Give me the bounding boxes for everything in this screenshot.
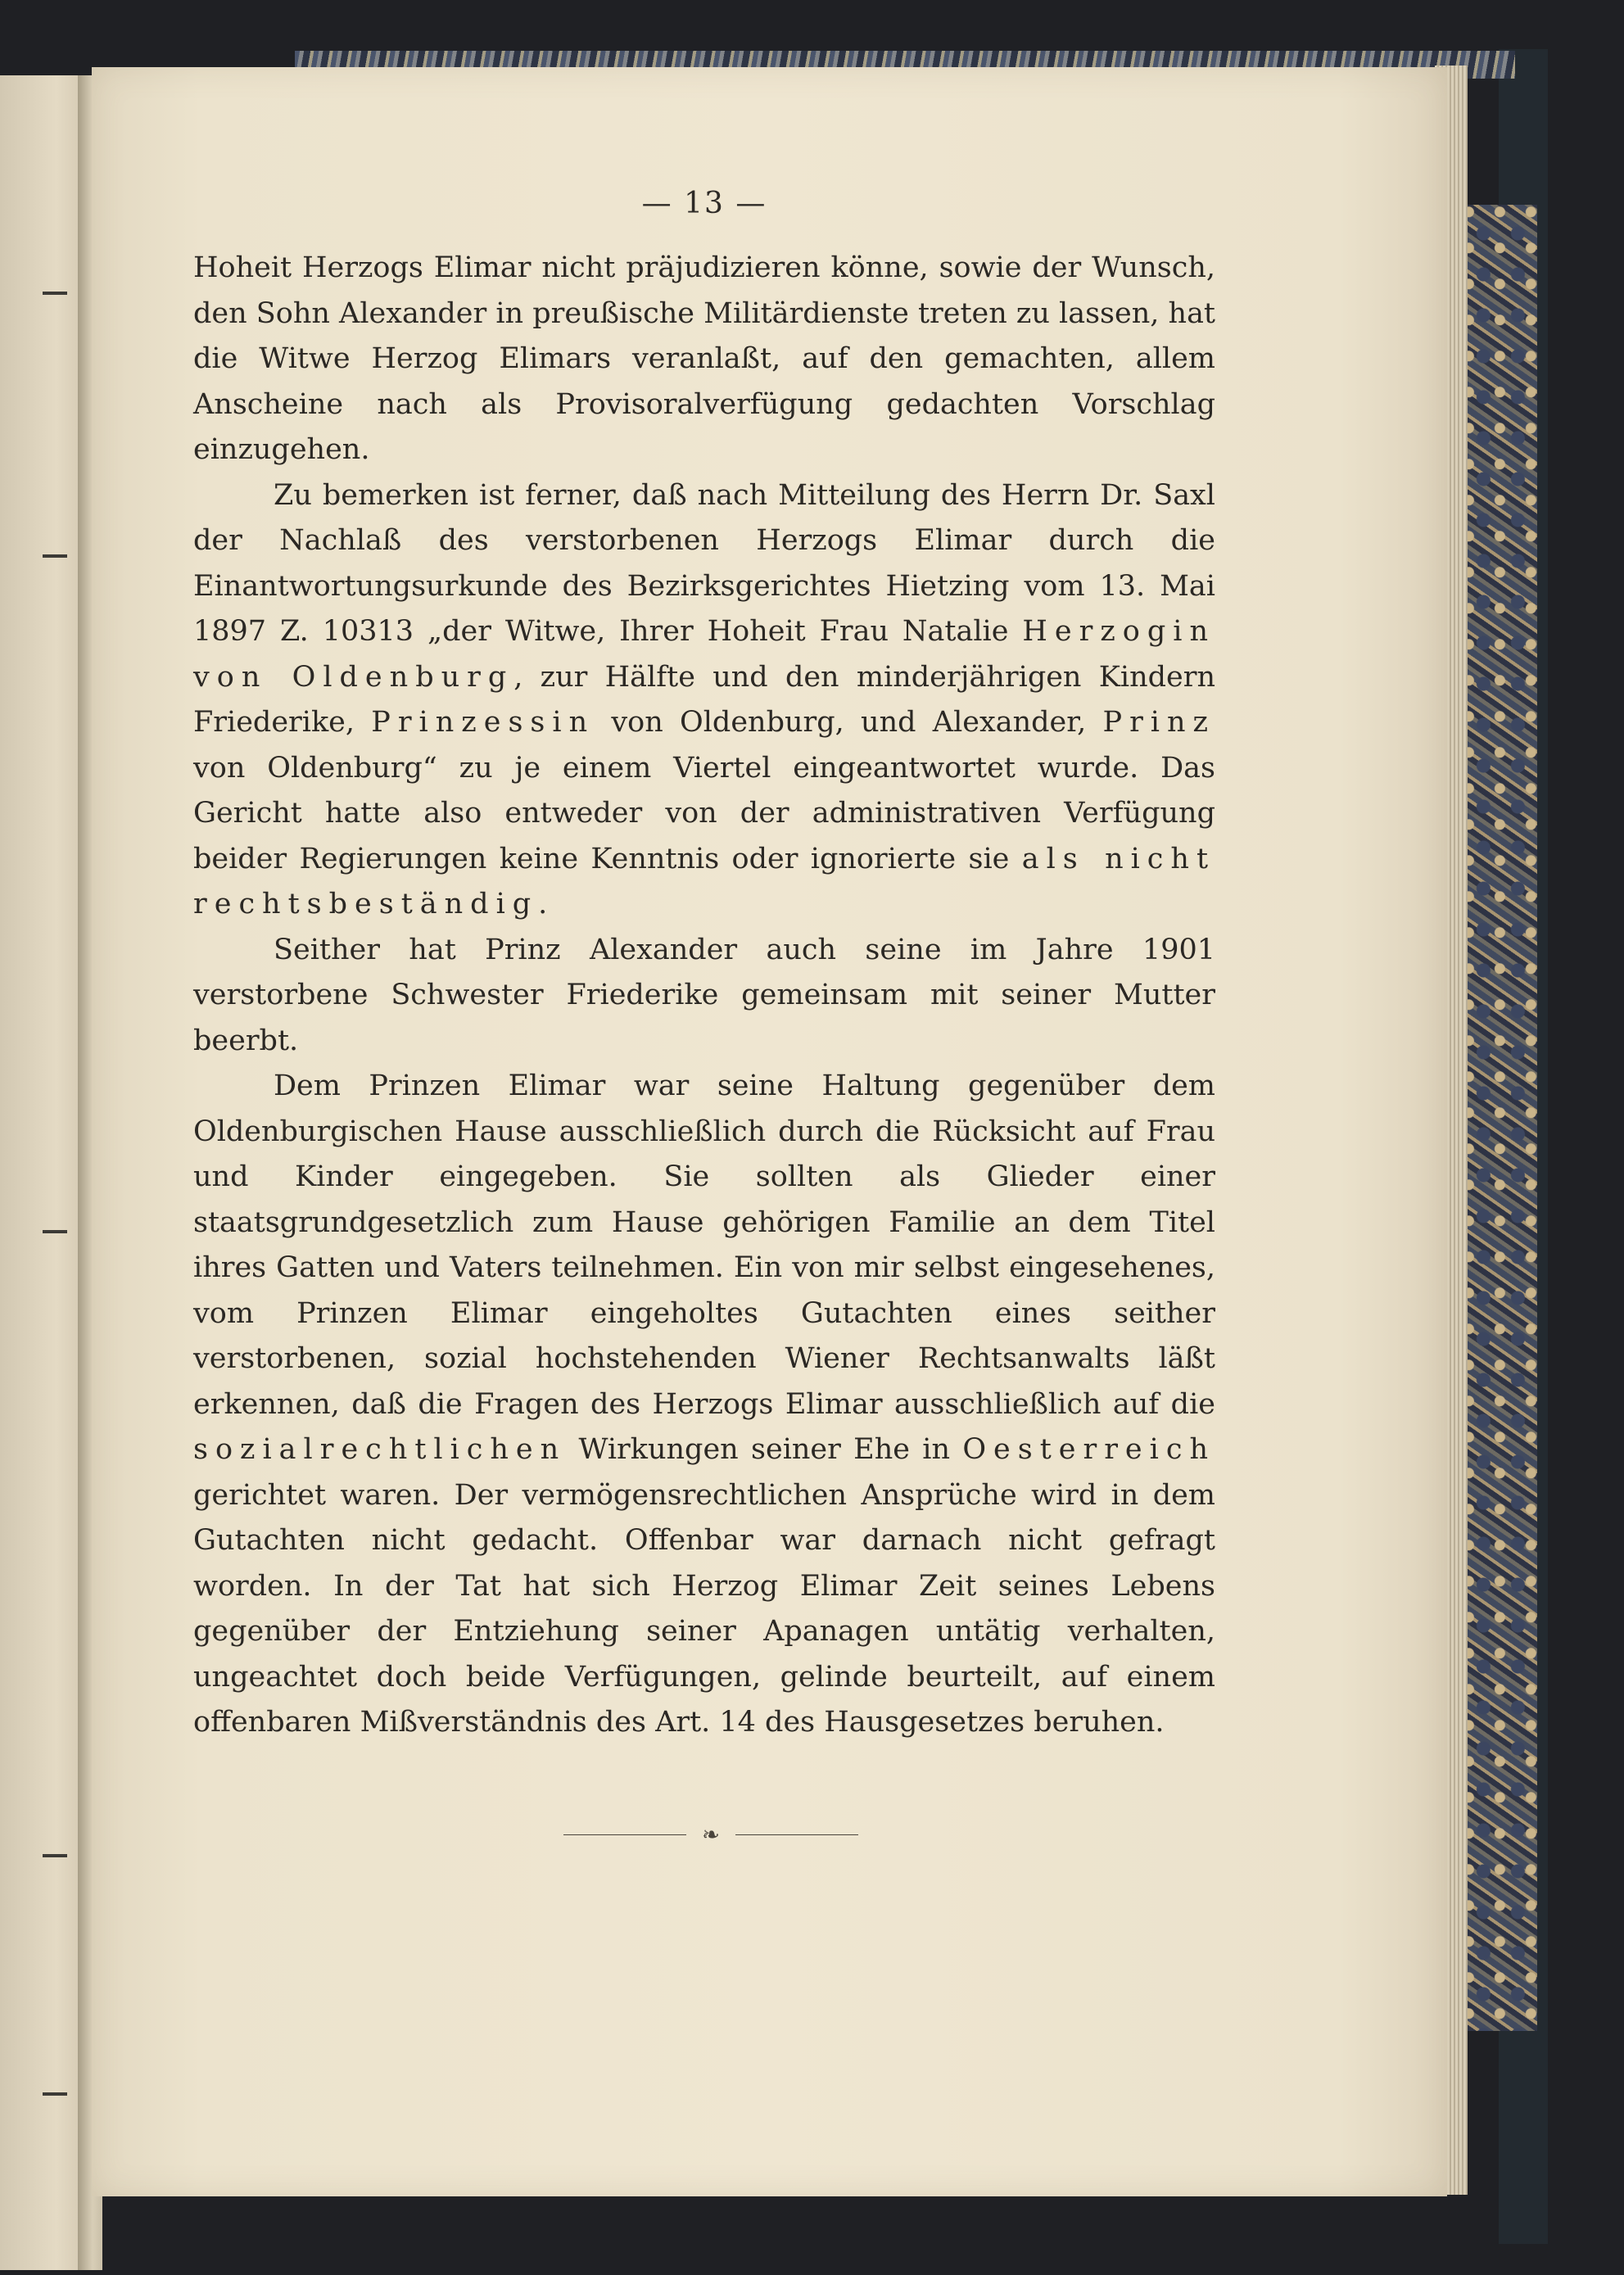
spaced-emphasis-text: Prinz [1102,706,1215,739]
spaced-emphasis-text: Oesterreich [962,1433,1215,1466]
ornament-rule-left [563,1834,686,1835]
binding-stitch [43,1230,67,1233]
page-number: — 13 — [641,187,767,220]
spaced-emphasis-text: als nicht rechtsbeständig [193,842,1216,920]
spaced-emphasis-text: sozialrechtlichen [193,1433,567,1466]
paragraph-text: Zu bemerken ist ferner, daß nach Mitteilung des Herrn Dr. Saxl der Nachlaß des verstorbenen Herzogs Elimar durch die Einantwortungsurkunde des Bezirksgerichtes Hietzing vom 13. Mai 1897 Z. 10313 „der Witwe, Ihrer Hoheit Frau Natalie [193,478,1215,648]
binding-stitch [43,2092,67,2096]
section-ornament [563,1823,858,1848]
marbled-page-edge [1459,205,1537,2031]
paragraph [193,1064,1215,1746]
spaced-emphasis-text: Prinzessin [371,706,595,739]
spaced-emphasis-text: Herzogin von Oldenburg [193,615,1215,694]
paragraph [193,473,1215,928]
paragraph-text: von Oldenburg, und Alexander, [595,706,1103,739]
paragraph-text: Hoheit Herzogs Elimar nicht präjudizieren könne, sowie der Wunsch, den Sohn Alexander in preußische Militärdienste treten zu lassen, hat die Witwe Herzog Elimars veranlaßt, auf den gemachten, allem Anscheine nach als Provisoralverfügung gedachten Vorschlag einzugehen. [193,251,1215,466]
fleuron-icon: ❧ [702,1823,720,1848]
paragraph [193,928,1215,1065]
paragraph-text: von Oldenburg“ zu je einem Viertel eingeantwortet wurde. Das Gericht hatte also entweder von der administrativen Verfügung beider Regierungen keine Kenntnis oder ignorierte sie [193,751,1215,875]
paragraph [193,246,1215,473]
binding-stitch [43,292,67,295]
paragraph-text: , zur Hälfte und den minderjährigen Kindern Friederike, [193,660,1216,739]
paragraph-text: gerichtet waren. Der vermögensrechtlichen Ansprüche wird in dem Gutachten nicht gedacht. Offenbar war darnach nicht gefragt worden. In der Tat hat sich Herzog Elimar Zeit seines Lebens gegenüber der Entziehung seiner Apanagen untätig verhalten, ungeachtet doch beide Verfügungen, gelinde beurteilt, auf einem offenbaren Mißverständnis des Art. 14 des Hausgesetzes beruhen. [193,1478,1215,1739]
binding-stitch [43,1854,67,1857]
paragraph-text: Wirkungen seiner Ehe in [566,1433,963,1466]
paragraph-text: Seither hat Prinz Alexander auch seine im Jahre 1901 verstorbene Schwester Friederike gemeinsam mit seiner Mutter beerbt. [193,933,1215,1057]
paragraph-text: . [538,888,548,920]
paragraph-text: Dem Prinzen Elimar war seine Haltung gegenüber dem Oldenburgischen Hause ausschließlich durch die Rücksicht auf Frau und Kinder eingegeben. Sie sollten als Glieder einer staatsgrundgesetzlich zum Hause gehörigen Familie an dem Titel ihres Gatten und Vaters teilnehmen. Ein von mir selbst eingesehenes, vom Prinzen Elimar eingeholtes Gutachten eines seither verstorbenen, sozial hochstehenden Wiener Rechtsanwalts läßt erkennen, daß die Fragen des Herzogs Elimar ausschließlich auf die [193,1070,1215,1421]
binding-stitch [43,554,67,558]
ornament-rule-right [735,1834,858,1835]
body-text [193,246,1215,1746]
